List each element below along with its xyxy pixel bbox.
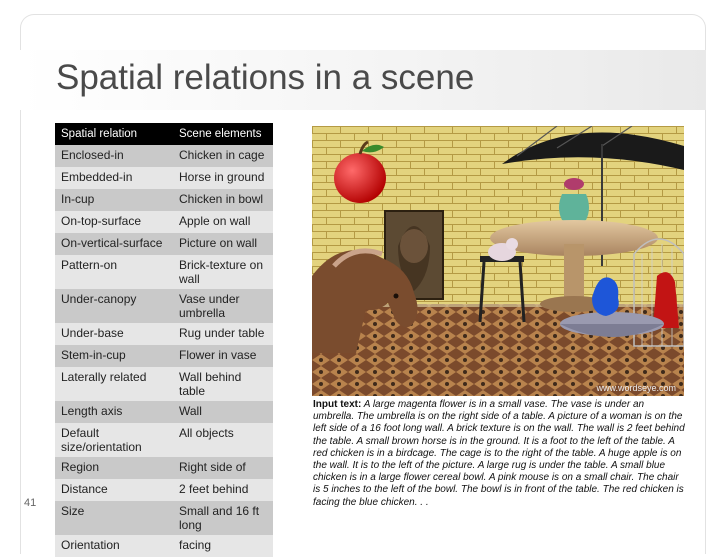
elements-cell: Small and 16 ft long (173, 501, 273, 535)
relation-cell: On-top-surface (55, 211, 173, 233)
elements-cell: Wall (173, 401, 273, 423)
elements-cell: All objects (173, 423, 273, 457)
relation-cell: Embedded-in (55, 167, 173, 189)
table-row (55, 457, 273, 479)
table-row (55, 189, 273, 211)
elements-cell: Brick-texture on wall (173, 255, 273, 289)
table-row (55, 145, 273, 167)
relation-cell: Default size/orientation (55, 423, 173, 457)
relation-cell: Under-base (55, 323, 173, 345)
table-row (55, 211, 273, 233)
table-row (55, 167, 273, 189)
table-row (55, 323, 273, 345)
input-text-body: A large magenta flower is in a small vase. The vase is under an umbrella. The umbrella is on the right side of a table. A picture of a woman is on the left side of a 16 foot long wall. A brick texture is on the wall. The wall is 2 feet behind the table. A small brown horse is in the ground. It is a foot to the left of the table. A red chicken is in a birdcage. The cage is to the right of the table. A huge apple is on the wall. It is to the left of the picture. A large rug is under the table. A small blue chicken is in a large flower cereal bowl. A pink mouse is on a small chair. The chair is 5 inches to the left of the bowl. The bowl is in front of the table. The red chicken is facing the blue chicken. . . (313, 399, 685, 508)
elements-cell: Apple on wall (173, 211, 273, 233)
elements-cell: Chicken in bowl (173, 189, 273, 211)
elements-cell: Picture on wall (173, 233, 273, 255)
elements-cell: Flower in vase (173, 345, 273, 367)
elements-cell: Right side of (173, 457, 273, 479)
relation-cell: Laterally related (55, 367, 173, 401)
relation-cell: Enclosed-in (55, 145, 173, 167)
relation-cell: Distance (55, 479, 173, 501)
column-header: Scene elements (173, 123, 273, 145)
table-row (55, 289, 273, 323)
elements-cell: Rug under table (173, 323, 273, 345)
elements-cell: Vase under umbrella (173, 289, 273, 323)
table-row (55, 501, 273, 535)
table-row (55, 345, 273, 367)
table-row (55, 479, 273, 501)
table-row (55, 423, 273, 457)
relation-cell: Orientation (55, 535, 173, 557)
slide-title: Spatial relations in a scene (56, 58, 475, 97)
relation-cell: In-cup (55, 189, 173, 211)
relation-cell: Stem-in-cup (55, 345, 173, 367)
input-text-caption (313, 399, 685, 509)
elements-cell: Wall behind table (173, 367, 273, 401)
elements-cell: facing (173, 535, 273, 557)
relation-cell: Under-canopy (55, 289, 173, 323)
relation-cell: Length axis (55, 401, 173, 423)
page-number: 41 (24, 497, 37, 509)
table-row (55, 255, 273, 289)
wordseye-scene-image (312, 126, 684, 396)
table-header-row (55, 123, 273, 145)
relation-cell: Size (55, 501, 173, 535)
table-row (55, 535, 273, 557)
table-row (55, 367, 273, 401)
spatial-relations-table (55, 123, 273, 557)
column-header: Spatial relation (55, 123, 173, 145)
relation-cell: Pattern-on (55, 255, 173, 289)
relation-cell: Region (55, 457, 173, 479)
elements-cell: Horse in ground (173, 167, 273, 189)
watermark: www.wordseye.com (596, 383, 676, 393)
table-row (55, 233, 273, 255)
input-text-label: Input text: (313, 399, 362, 410)
elements-cell: 2 feet behind (173, 479, 273, 501)
elements-cell: Chicken in cage (173, 145, 273, 167)
table-row (55, 401, 273, 423)
relation-cell: On-vertical-surface (55, 233, 173, 255)
